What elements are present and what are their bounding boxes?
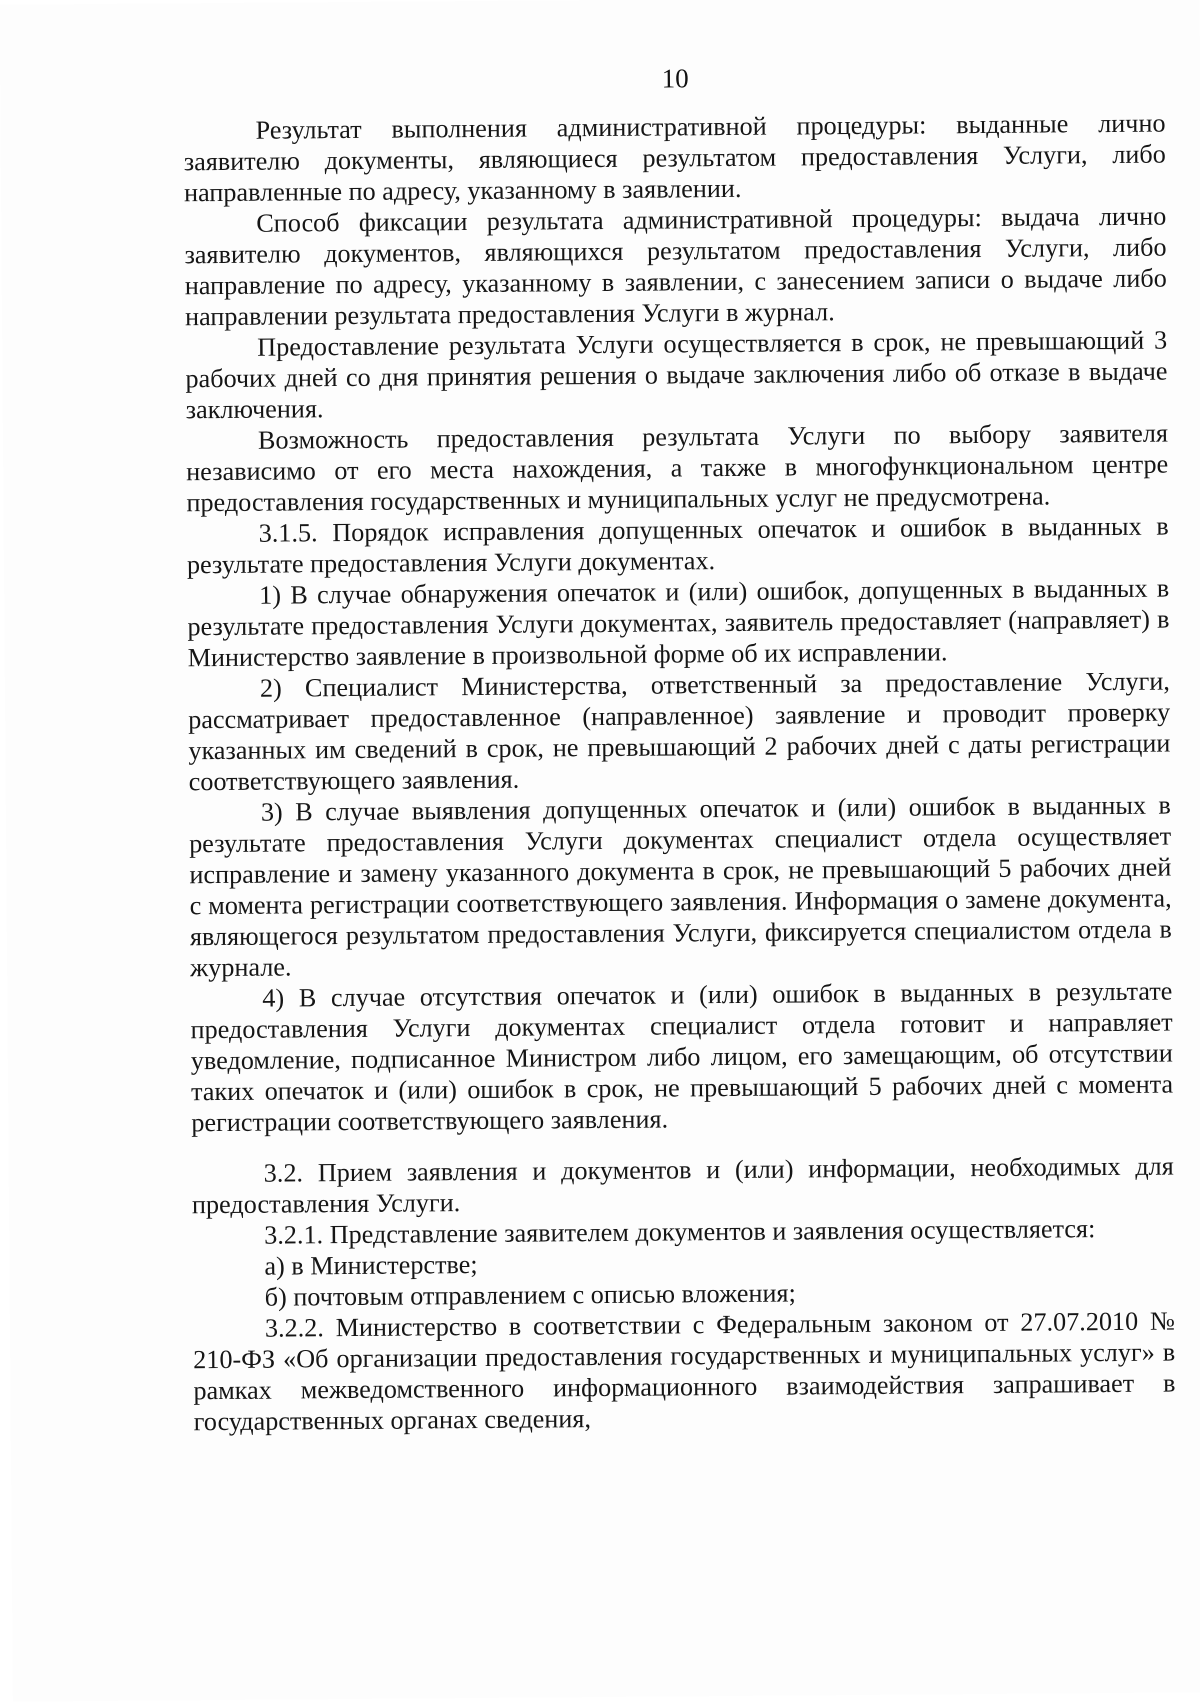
paragraph-option-a: а) в Министерстве; bbox=[264, 1249, 478, 1281]
paragraph-result-term: Предоставление результата Услуги осуществляется в срок, не превышающий 3 рабочих дней со дня принятия решения о выдаче заключения либо об отказе в выдаче заключения. bbox=[185, 325, 1168, 425]
paragraph-item-2: 2) Специалист Министерства, ответственный за предоставление Услуги, рассматривает предоставленное (направленное) заявление и проводит проверку указанных им сведений в срок, не превышающий 2 рабочих дней с даты регистрации соответствующего заявления. bbox=[188, 666, 1171, 797]
paragraph-section-3-2-2: 3.2.2. Министерство в соответствии с Федеральным законом от 27.07.2010 № 210-ФЗ «Об организации предоставления государственных и муниципальных услуг» в рамках межведомственного информационного взаимодействия запрашивает в государственных органах сведения, bbox=[193, 1306, 1176, 1437]
page-number: 10 bbox=[661, 63, 689, 94]
paragraph-mfc-possibility: Возможность предоставления результата Услуги по выбору заявителя независимо от его места нахождения, а также в многофункциональном центре предоставления государственных и муниципальных услуг не предусмотрена. bbox=[186, 418, 1169, 518]
paragraph-section-3-2-1: 3.2.1. Представление заявителем документов и заявления осуществляется: bbox=[264, 1214, 1096, 1250]
paragraph-item-1: 1) В случае обнаружения опечаток и (или) ошибок, допущенных в выданных в результате предоставления Услуги документах, заявитель предоставляет (направляет) в Министерство заявление в произвольной форме об их исправлении. bbox=[187, 573, 1170, 673]
paragraph-section-3-1-5: 3.1.5. Порядок исправления допущенных опечаток и ошибок в выданных в результате предоставления Услуги документах. bbox=[186, 511, 1169, 580]
paragraph-result: Результат выполнения административной процедуры: выданные лично заявителю документы, являющиеся результатом предоставления Услуги, либо направленные по адресу, указанному в заявлении. bbox=[183, 108, 1166, 208]
paragraph-item-3: 3) В случае выявления допущенных опечаток и (или) ошибок в выданных в результате предоставления Услуги документах специалист отдела осуществляет исправление и замену указанного документа в срок, не превышающий 5 рабочих дней с момента регистрации соответствующего заявления. Информация о замене документа, являющегося результатом предоставления Услуги, фиксируется специалистом отдела в журнале. bbox=[189, 790, 1172, 983]
paragraph-option-b: б) почтовым отправлением с описью вложения; bbox=[264, 1278, 796, 1312]
document-body bbox=[183, 108, 1175, 1438]
paragraph-section-3-2: 3.2. Прием заявления и документов и (или) информации, необходимых для предоставления Услуги. bbox=[191, 1151, 1174, 1220]
paragraph-item-4: 4) В случае отсутствия опечаток и (или) ошибок в выданных в результате предоставления Услуги документах специалист отдела готовит и направляет уведомление, подписанное Министром либо лицом, его замещающим, об отсутствии таких опечаток и (или) ошибок в срок, не превышающий 5 рабочих дней с момента регистрации соответствующего заявления. bbox=[190, 976, 1174, 1138]
paragraph-fixation-method: Способ фиксации результата административной процедуры: выдача лично заявителю документов, являющихся результатом предоставления Услуги, либо направление по адресу, указанному в заявлении, с занесением записи о выдаче либо направлении результата предоставления Услуги в журнал. bbox=[184, 201, 1167, 332]
